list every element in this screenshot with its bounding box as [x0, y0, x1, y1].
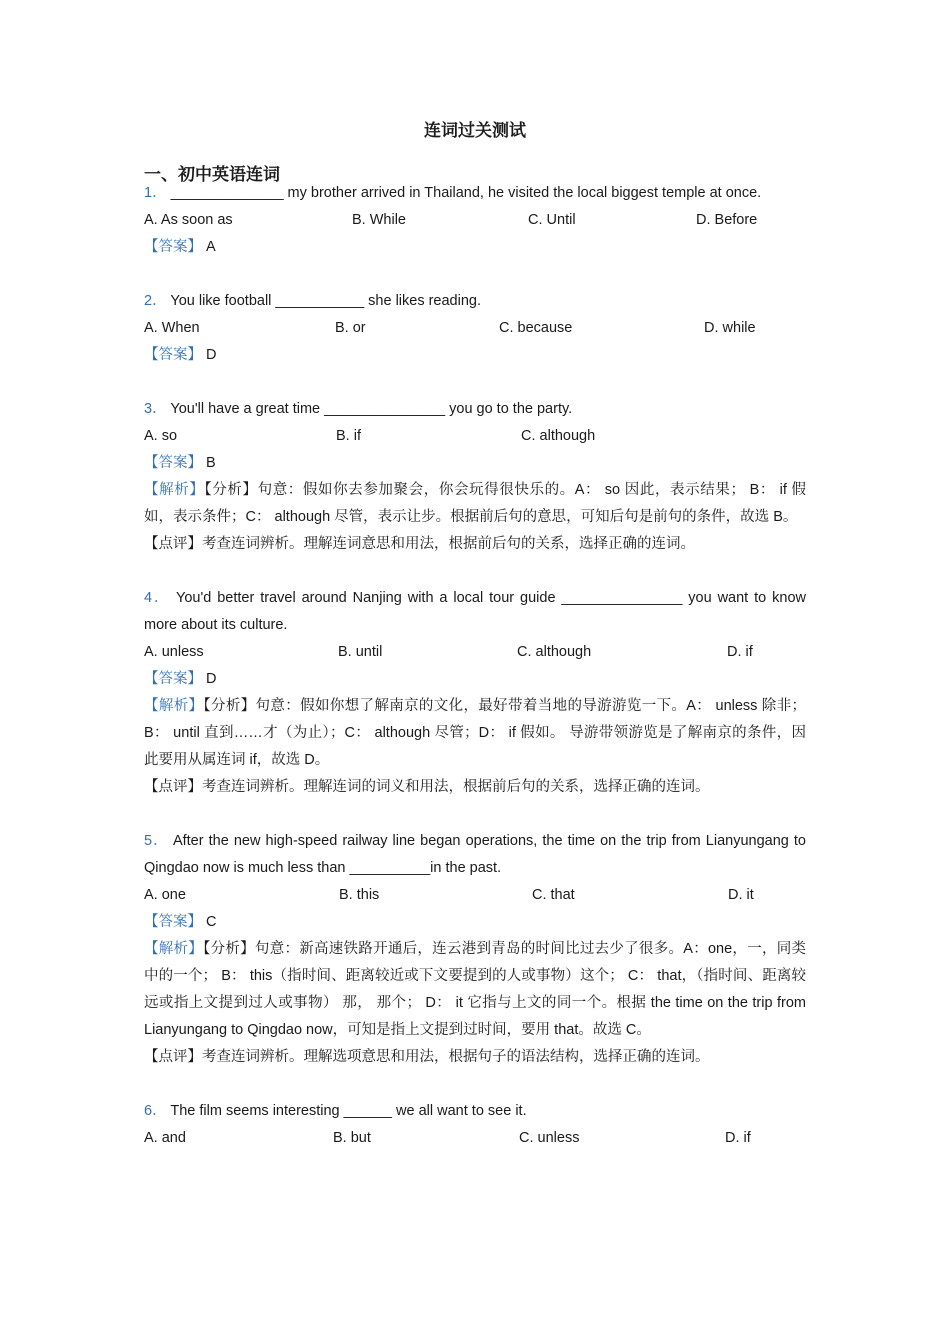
answer-tag: 【答案】 [144, 671, 202, 687]
option-row [144, 639, 806, 666]
answer-tag: 【答案】 [144, 239, 202, 255]
option-b: B. if [336, 428, 361, 444]
option-c: C. that [532, 887, 575, 903]
option-d: D. if [727, 644, 753, 660]
option-b: B. or [335, 320, 366, 336]
question-text: You like football ___________ she likes reading. [170, 293, 482, 309]
question-text: You'd better travel around Nanjing with a local tour guide _______________ you want to know more about its culture. [144, 590, 806, 633]
question-number: 5． [144, 833, 169, 849]
option-b: B. but [333, 1130, 371, 1146]
question-6 [144, 1098, 806, 1152]
answer-value: D [206, 347, 217, 363]
option-a: A. unless [144, 644, 204, 660]
document-title: 连词过关测试 [424, 121, 526, 140]
question-4 [144, 585, 806, 801]
option-row [144, 882, 806, 909]
question-3 [144, 396, 806, 558]
question-list [144, 180, 806, 1179]
question-stem [144, 396, 806, 423]
question-text: The film seems interesting ______ we all want to see it. [170, 1103, 527, 1119]
answer-line [144, 909, 806, 936]
analysis-block [144, 936, 806, 1044]
comment-line: 【点评】考查连词辨析。理解连词意思和用法，根据前后句的关系，选择正确的连词。 [144, 536, 695, 552]
option-a: A. As soon as [144, 212, 233, 228]
option-a: A. When [144, 320, 200, 336]
option-b: B. until [338, 644, 383, 660]
question-number: 4． [144, 590, 171, 606]
question-1 [144, 180, 806, 261]
analysis-block [144, 693, 806, 774]
option-d: D. it [728, 887, 754, 903]
question-2 [144, 288, 806, 369]
question-stem [144, 585, 806, 639]
question-stem [144, 828, 806, 882]
answer-value: B [206, 455, 216, 471]
question-text: ______________ my brother arrived in Thailand, he visited the local biggest temple at once. [170, 185, 762, 201]
answer-line [144, 342, 806, 369]
option-c: C. unless [519, 1130, 580, 1146]
question-number: 2． [144, 293, 167, 309]
question-number: 3． [144, 401, 167, 417]
question-stem [144, 180, 806, 207]
option-b: B. While [352, 212, 406, 228]
option-c: C. because [499, 320, 573, 336]
answer-line [144, 450, 806, 477]
option-a: A. one [144, 887, 186, 903]
question-number: 6． [144, 1103, 167, 1119]
answer-value: D [206, 671, 217, 687]
option-b: B. this [339, 887, 380, 903]
option-a: A. so [144, 428, 178, 444]
answer-line [144, 666, 806, 693]
option-row [144, 423, 806, 450]
analysis-block [144, 477, 806, 531]
question-text: After the new high-speed railway line began operations, the time on the trip from Lianyungang to Qingdao now is much less than __________in the past. [144, 833, 806, 876]
question-number: 1． [144, 185, 167, 201]
section-title: 一、初中英语连词 [144, 165, 280, 184]
option-row [144, 1125, 806, 1152]
option-row [144, 315, 806, 342]
option-d: D. Before [696, 212, 758, 228]
option-c: C. although [517, 644, 592, 660]
question-5 [144, 828, 806, 1071]
analysis-text: 【分析】句意：新高速铁路开通后，连云港到青岛的时间比过去少了很多。A：one，一，同类中的一个； B： this（指时间、距离较近或下文要提到的人或事物）这个； C： that，（指时间、距离较远或指上文提到过人或事物） 那， 那个； D： it 它指与上文的同一个。根据 the time on the trip from Lianyungang to Qingdao now，可知是指上文提到过时间，要用 that。故选 C。 [144, 941, 806, 1038]
comment-line: 【点评】考查连词辨析。理解连词的词义和用法，根据前后句的关系，选择正确的连词。 [144, 779, 710, 795]
option-a: A. and [144, 1130, 186, 1146]
answer-value: A [206, 239, 216, 255]
answer-tag: 【答案】 [144, 347, 202, 363]
analysis-tag: 【解析】 [144, 941, 204, 957]
answer-value: C [206, 914, 217, 930]
answer-line [144, 234, 806, 261]
comment-line: 【点评】考查连词辨析。理解选项意思和用法，根据句子的语法结构，选择正确的连词。 [144, 1049, 710, 1065]
answer-tag: 【答案】 [144, 455, 202, 471]
analysis-tag: 【解析】 [144, 482, 205, 498]
analysis-tag: 【解析】 [144, 698, 204, 714]
option-c: C. Until [528, 212, 576, 228]
question-stem [144, 1098, 806, 1125]
option-d: D. if [725, 1130, 751, 1146]
option-row [144, 207, 806, 234]
question-text: You'll have a great time _______________ you go to the party. [170, 401, 573, 417]
analysis-text: 【分析】句意：假如你去参加聚会，你会玩得很快乐的。A： so 因此，表示结果； B： if 假如，表示条件；C： although 尽管，表示让步。根据前后句的意思，可知后句是前句的条件，故选 B。 [144, 482, 807, 525]
option-d: D. while [704, 320, 756, 336]
question-stem [144, 288, 806, 315]
analysis-text: 【分析】句意：假如你想了解南京的文化，最好带着当地的导游游览一下。A： unless 除非；B： until 直到……才（为止）；C： although 尽管；D： if 假如。 导游带领游览是了解南京的条件，因此要用从属连词 if，故选 D。 [144, 698, 806, 768]
answer-tag: 【答案】 [144, 914, 202, 930]
option-c: C. although [521, 428, 596, 444]
